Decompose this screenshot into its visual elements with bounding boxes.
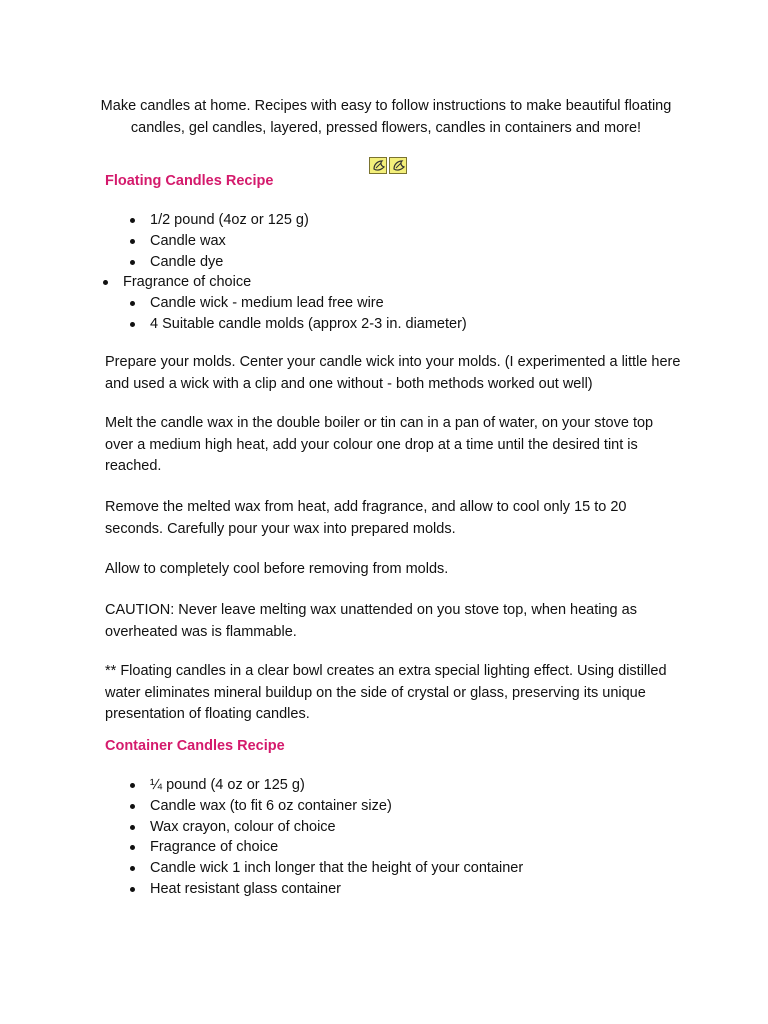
tip-paragraph: ** Floating candles in a clear bowl creates an extra special lighting effect. Using distilled water eliminates mineral buildup on the side of crystal or glass, preserving its unique presentation of floating candles. bbox=[105, 663, 667, 722]
candle-ornament-icon bbox=[389, 157, 407, 174]
step-paragraph: Prepare your molds. Center your candle wick into your molds. (I experimented a little here and used a wick with a clip and one without - both methods worked out well) bbox=[105, 354, 681, 392]
list-item: 1/2 pound (4oz or 125 g) bbox=[105, 210, 467, 231]
step-paragraph: Melt the candle wax in the double boiler or tin can in a pan of water, on your stove top over a medium high heat, add your colour one drop at a time until the desired tint is reached. bbox=[105, 415, 654, 474]
intro-text bbox=[70, 95, 702, 139]
container-candles-heading: Container Candles Recipe bbox=[105, 738, 285, 754]
candle-ornament-icon bbox=[369, 157, 387, 174]
caution-paragraph: CAUTION: Never leave melting wax unattended on you stove top, when heating as overheated was is flammable. bbox=[105, 602, 637, 640]
intro-line-1: Make candles at home. Recipes with easy to follow instructions to make beautiful floating bbox=[100, 98, 672, 114]
list-item: Candle wick - medium lead free wire bbox=[105, 293, 467, 314]
list-item: Heat resistant glass container bbox=[105, 879, 523, 900]
list-item: 4 Suitable candle molds (approx 2-3 in. diameter) bbox=[105, 314, 467, 335]
list-item: Fragrance of choice bbox=[105, 837, 523, 858]
list-item: Candle dye bbox=[105, 252, 467, 273]
candle-ornament bbox=[369, 157, 409, 174]
list-item: ¼ pound (4 oz or 125 g) bbox=[105, 775, 523, 796]
list-item: Candle wax (to fit 6 oz container size) bbox=[105, 796, 523, 817]
step-paragraph: Allow to completely cool before removing from molds. bbox=[105, 561, 449, 577]
list-item: Candle wick 1 inch longer that the height of your container bbox=[105, 858, 523, 879]
floating-ingredients-list bbox=[105, 210, 467, 335]
list-item: Wax crayon, colour of choice bbox=[105, 817, 523, 838]
container-ingredients-list bbox=[105, 775, 523, 900]
list-item: Candle wax bbox=[105, 231, 467, 252]
list-item: Fragrance of choice bbox=[105, 272, 467, 293]
step-paragraph: Remove the melted wax from heat, add fragrance, and allow to cool only 15 to 20 seconds. Carefully pour your wax into prepared molds. bbox=[105, 499, 627, 537]
intro-line-2: candles, gel candles, layered, pressed flowers, candles in containers and more! bbox=[130, 120, 642, 136]
floating-candles-heading: Floating Candles Recipe bbox=[105, 173, 274, 189]
